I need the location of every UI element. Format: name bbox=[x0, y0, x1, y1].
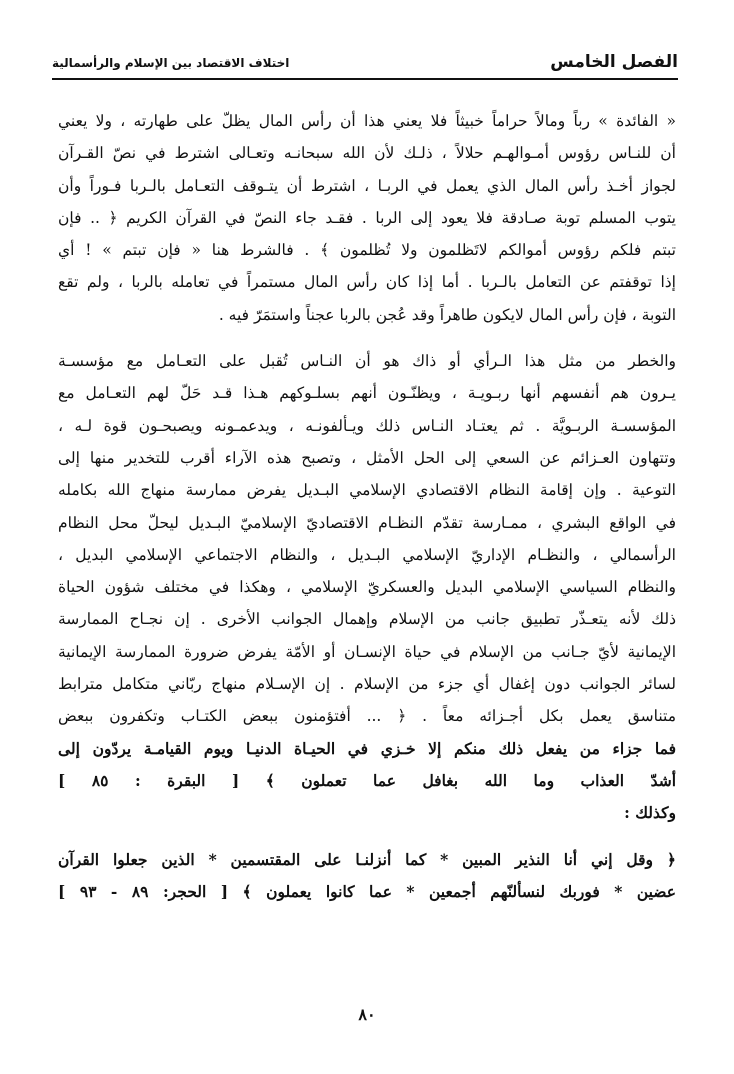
text-line: الرأسمالي ، والنظـام الإداريّ الإسلامي البـديل ، والنظام الاجتماعي الإسلامي البديل ، bbox=[58, 545, 676, 564]
text-line: التوعية . وإن إقامة النظام الاقتصادي الإسلامي البـديل يفرض ممارسة منهاج الله بكامله bbox=[58, 481, 676, 500]
text-line: التوبة ، فإن رأس المال لايكون طاهراً وقد عُجن بالربا عجناً واستمَرّ فيه . bbox=[218, 305, 676, 324]
text-line: « الفائدة » رباً ومالاً حراماً خبيثاً فلا يعني هذا أن رأس المال يظلّ على طهارته ، ولا يعني bbox=[58, 112, 676, 130]
verse-line: عضين * فوربك لنسألنّهم أجمعين * عما كانوا يعملون ﴾ [ الحجر: ٨٩ - ٩٣ ] bbox=[58, 881, 676, 901]
text-line: لجواز أخـذ رأس المال الذي يعمل في الربـا ، اشترط أن يتـوقف التعـامل بالـربا فـوراً وأن bbox=[58, 176, 676, 195]
text-line: الإيمانية لأيّ جـانب من الإسلام في حياة الإنسـان أو الأمّة يفرض ضرورة الممارسة الإيمانية bbox=[58, 642, 676, 661]
verse-line: أشدّ العذاب وما الله بغافل عما تعملون ﴾ [ البقرة : ٨٥ ] bbox=[58, 770, 676, 790]
paragraph-gap bbox=[58, 331, 676, 345]
text-line: لسائر الجوانب دون إغفال أي جزء من الإسلام . إن الإسـلام منهاج ربّاني متكامل مترابط bbox=[58, 675, 676, 694]
text-line: أن للنـاس رؤوس أمـوالهـم حلالاً ، ذلـك لأن الله سبحانـه وتعـالى اشترط في نصّ القـرآن bbox=[58, 144, 676, 163]
chapter-title: الفصل الخامس bbox=[550, 52, 678, 72]
verse-line: فما جزاء من يفعل ذلك منكم إلا خـزي في الحيـاة الدنيـا ويوم القيامـة يردّون إلى bbox=[58, 738, 676, 758]
text-line: والخطر من مثل هذا الـرأي أو ذاك هو أن النـاس تُقبل على التعـامل مع مؤسسـة bbox=[58, 352, 676, 371]
text-line: والنظام السياسي الإسلامي البديل والعسكريّ الإسلامي ، وهكذا في مختلف شؤون الحياة bbox=[58, 578, 676, 597]
text-line: المؤسسـة الربـويَّة . ثم يعتـاد النـاس ذلك ويـألفونـه ، ويدعمـونه ويصبحـون قوة لـه ، bbox=[58, 416, 676, 435]
text-line: في الواقع البشري ، ممـارسة تقدّم النظـام الاقتصاديّ الإسلاميّ البـديل ليحلّ محل النظام bbox=[58, 513, 676, 532]
text-line: متناسق يعمل بكل أجـزائه معاً . ﴿ ... أفتؤمنون ببعض الكتـاب وتكفرون ببعض bbox=[58, 707, 676, 726]
text-line: يتوب المسلم توبة صـادقة فلا يعود إلى الربا . فقـد جاء النصّ في القرآن الكريم ﴿ .. فإن bbox=[58, 208, 676, 227]
text-line: إذا توقفتم عن التعامل بالـربا . أما إذا كان رأس المال مستمراً في تعامله بالربا ، ولم تقع bbox=[58, 273, 676, 292]
page-header bbox=[52, 38, 678, 80]
text-line: ذلك لأنه يتعـذّر تطبيق جانب من الإسلام وإهمال الجوانب الأخرى . إن نجـاح الممارسة bbox=[58, 610, 676, 629]
paragraph-gap bbox=[58, 830, 676, 844]
text-line: وتتهاون العـزائم عن السعي إلى الحل الأمثل ، وتصبح هذه الآراء أقرب للتخدير منها إلى bbox=[58, 448, 676, 467]
running-title: اختلاف الاقتصاد بين الإسلام والرأسمالية bbox=[52, 56, 290, 70]
page-number: ٨٠ bbox=[358, 1005, 376, 1024]
text-line: وكذلك : bbox=[624, 803, 676, 823]
page-body bbox=[58, 105, 676, 908]
text-line: يـرون هم أنفسهم أنها ربـويـة ، ويظنّـون أنهم بسلـوكهم هـذا قـد حَلّ لهم التعـامل مع bbox=[58, 384, 676, 403]
verse-line: ﴿ وقل إني أنا النذير المبين * كما أنزلنـا على المقتسمين * الذين جعلوا القرآن bbox=[58, 849, 676, 869]
text-line: تبتم فلكم رؤوس أموالكم لاتَظلمون ولا تُظلمون ﴾ . فالشرط هنا « فإن تبتم » ! أي bbox=[58, 241, 676, 260]
